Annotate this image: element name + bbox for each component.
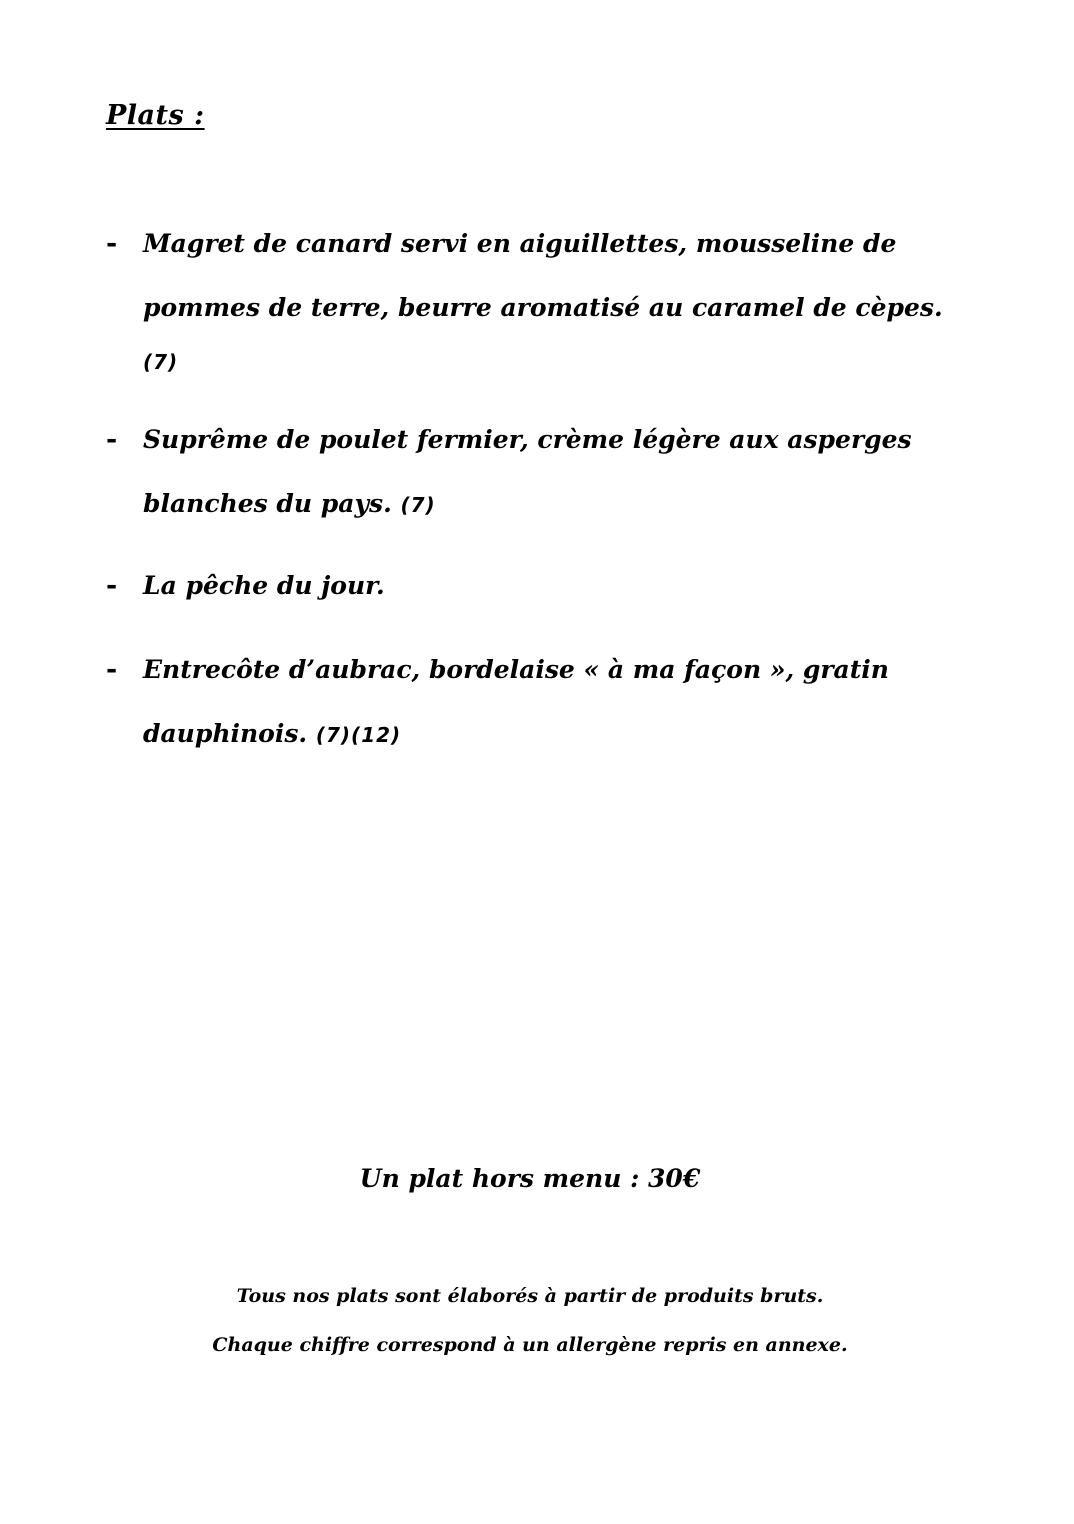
footer-note-products: Tous nos plats sont élaborés à partir de produits bruts. <box>236 1285 824 1307</box>
allergen-codes: (7)(12) <box>315 723 402 747</box>
dish-line: La pêche du jour. <box>143 571 385 600</box>
dish-line: blanches du pays. <box>143 489 392 518</box>
dish-bullet: - <box>106 654 118 685</box>
footer-note-allergens: Chaque chiffre correspond à un allergène repris en annexe. <box>212 1334 848 1356</box>
dish-line: Suprême de poulet fermier, crème légère aux asperges <box>143 425 912 454</box>
dish-bullet: - <box>106 570 118 601</box>
section-title: Plats : <box>106 100 205 131</box>
dish-line: Entrecôte d’aubrac, bordelaise « à ma façon », gratin <box>143 655 889 684</box>
allergen-codes: (7) <box>143 350 179 374</box>
dish-description <box>143 554 943 618</box>
dish-description <box>143 212 943 390</box>
allergen-codes: (7) <box>400 493 436 517</box>
dish-description <box>143 638 943 767</box>
dish-line: pommes de terre, beurre aromatisé au caramel de cèpes. <box>143 293 943 322</box>
dish-line: Magret de canard servi en aiguillettes, mousseline de <box>143 229 897 258</box>
dish-bullet: - <box>106 228 118 259</box>
dish-bullet: - <box>106 424 118 455</box>
dish-description <box>143 408 943 537</box>
dish-line: dauphinois. <box>143 719 308 748</box>
price-line: Un plat hors menu : 30€ <box>359 1164 701 1193</box>
